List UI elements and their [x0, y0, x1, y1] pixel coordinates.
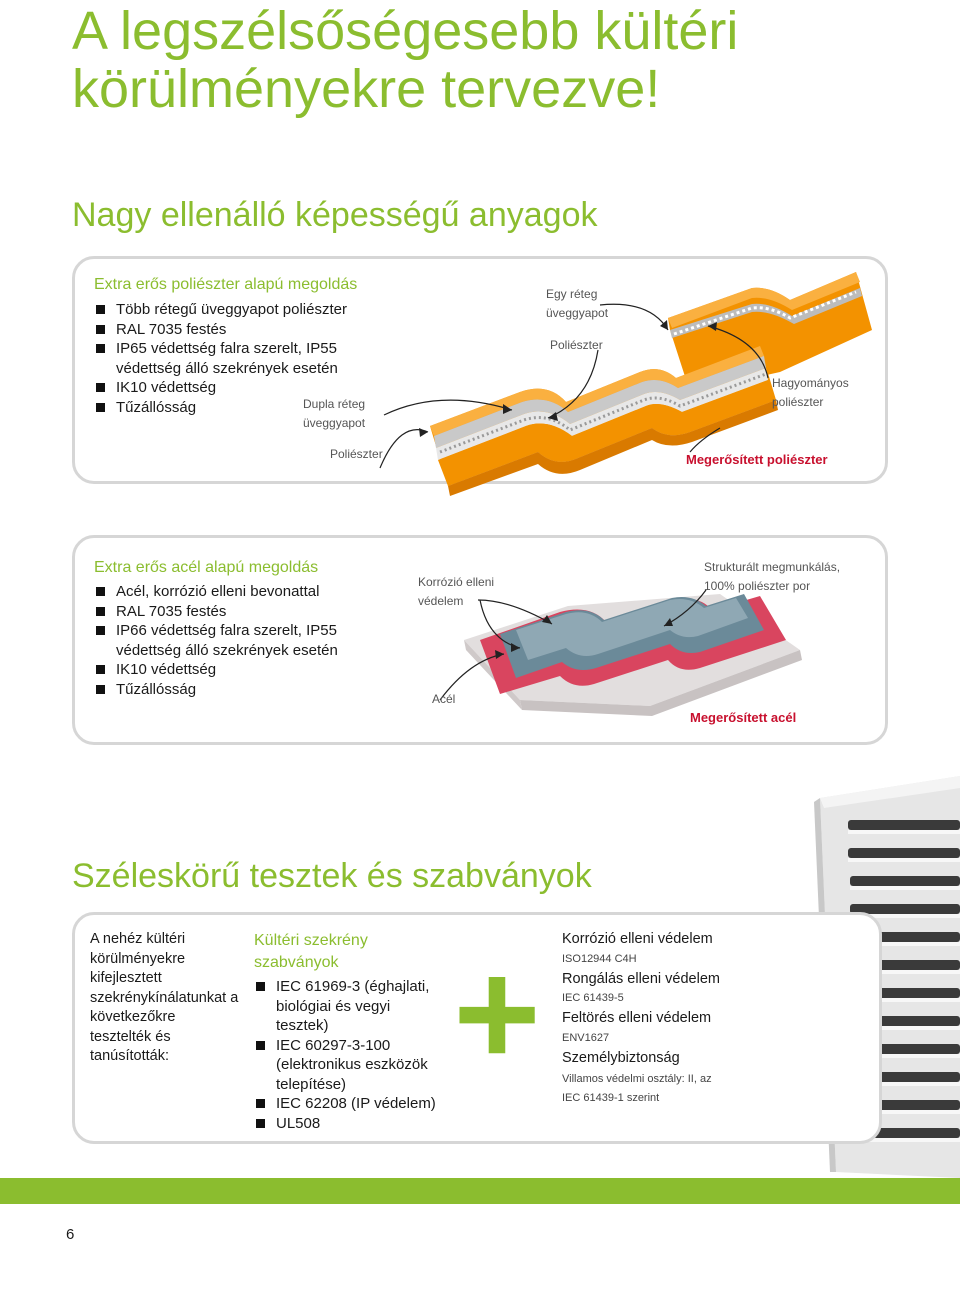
- list-item: IEC 61969-3 (éghajlati, biológiai és vegyi tesztek): [254, 977, 439, 1036]
- extras-list: [562, 930, 802, 1108]
- polyester-mid-label: Poliészter: [550, 338, 603, 352]
- extra-detail: IEC 61439-5: [562, 992, 624, 1004]
- list-item: Tűzállósság: [94, 398, 384, 418]
- tests-heading: Széleskörű tesztek és szabványok: [72, 857, 592, 895]
- plus-icon: +: [453, 929, 541, 1097]
- steel-subtitle: Extra erős acél alapú megoldás: [94, 559, 319, 576]
- standards-list: [254, 977, 439, 1133]
- polyester-left-label: Poliészter: [330, 447, 383, 461]
- list-item: Több rétegű üveggyapot poliészter: [94, 300, 384, 320]
- list-item: Acél, korrózió elleni bevonattal: [94, 582, 384, 602]
- list-item: IP66 védettség falra szerelt, IP55 védettség álló szekrények esetén: [94, 621, 384, 660]
- page-title: A legszélsőségesebb kültéri körülményekre tervezve!: [72, 1, 739, 119]
- extra-detail: Villamos védelmi osztály: II, az IEC 61439-1 szerint: [562, 1073, 712, 1104]
- list-item: IEC 62208 (IP védelem): [254, 1094, 439, 1114]
- standards-title: Kültéri szekrény szabványok: [254, 932, 368, 971]
- extra-detail: ISO12944 C4H: [562, 952, 637, 965]
- list-item: RAL 7035 festés: [94, 320, 384, 340]
- footer-bar: [0, 1178, 960, 1204]
- double-layer-label: Dupla réteg üveggyapot: [303, 397, 366, 430]
- extra-title: Személybiztonság: [562, 1049, 680, 1066]
- list-item: IK10 védettség: [94, 378, 384, 398]
- polyester-subtitle: Extra erős poliészter alapú megoldás: [94, 276, 358, 293]
- list-item: IEC 60297-3-100 (elektronikus eszközök telepítése): [254, 1036, 439, 1095]
- corrosion-label: Korrózió elleni védelem: [418, 575, 495, 608]
- list-item: Tűzállósság: [94, 680, 384, 700]
- materials-heading: Nagy ellenálló képességű anyagok: [72, 196, 598, 234]
- reinforced-polyester-label: Megerősített poliészter: [686, 452, 828, 467]
- single-layer-label: Egy réteg üveggyapot: [546, 287, 609, 320]
- list-item: UL508: [254, 1114, 439, 1134]
- extra-title: Korrózió elleni védelem: [562, 931, 713, 947]
- traditional-polyester-label: Hagyományos poliészter: [772, 376, 849, 409]
- page-number: 6: [66, 1226, 75, 1243]
- list-item: IK10 védettség: [94, 660, 384, 680]
- extra-title: Feltörés elleni védelem: [562, 1010, 712, 1026]
- reinforced-steel-label: Megerősített acél: [690, 710, 797, 725]
- tests-intro: A nehéz kültéri körülményekre kifejlesztett szekrénykínálatunkat a következőkre tesztelték és tanúsították:: [90, 931, 239, 1064]
- list-item: RAL 7035 festés: [94, 602, 384, 622]
- extra-detail: ENV1627: [562, 1031, 610, 1044]
- extra-title: Rongálás elleni védelem: [562, 970, 720, 987]
- steel-label: Acél: [432, 692, 456, 706]
- list-item: IP65 védettség falra szerelt, IP55 védettség álló szekrények esetén: [94, 339, 384, 378]
- structured-label: Strukturált megmunkálás, 100% poliészter por: [704, 560, 841, 593]
